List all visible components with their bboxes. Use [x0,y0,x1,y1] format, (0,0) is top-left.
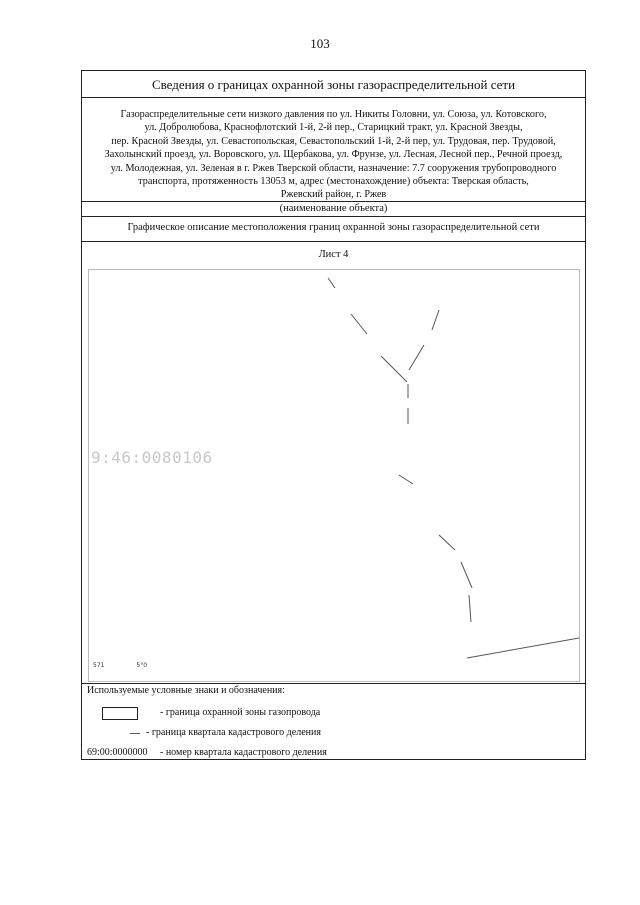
legend-item-text: - граница квартала кадастрового деления [146,727,321,738]
kvartal-number: 9:46:0080106 [91,448,213,467]
map-area [88,269,580,682]
scale-right: 5°0 [136,662,148,669]
description-line: Ржевский район, г. Ржев [280,189,387,201]
legend-heading: Используемые условные знаки и обозначения: [87,685,285,696]
page-number: 103 [310,36,330,51]
scale-left: 571 [93,662,105,669]
graphic-title: Графическое описание местоположения границ охранной зоны газораспределительной сети [127,222,540,233]
description-line: Захолынский проезд, ул. Воровского, ул. Щербакова, ул. Фрунзе, ул. Лесная, Лесной пер., Речной проезд, [104,149,563,161]
description-line: пер. Красной Звезды, ул. Севастопольская, Севастопольский 1-й, 2-й пер, ул. Трудовая, пер. Трудовой, [111,135,556,147]
description-line: транспорта, протяженность 13053 м, адрес (местонахождение) объекта: Тверская область, [138,176,529,188]
legend-code: 69:00:0000000 [87,747,148,758]
description-line: Газораспределительные сети низкого давления по ул. Никиты Головни, ул. Союза, ул. Котовского, [120,109,547,120]
object-label: (наименование объекта) [279,203,388,214]
divider [82,201,585,202]
description-line: ул. Добролюбова, Краснофлотский 1-й, 2-й пер., Старицкий тракт, ул. Красной Звезды, [144,122,523,134]
object-description [82,108,585,202]
legend-item-text: - граница охранной зоны газопровода [160,707,321,718]
description-line: ул. Молодежная, ул. Зеленая в г. Ржев Тверской области, назначение: 7.7 сооружения трубопроводного [110,162,557,174]
divider [82,241,585,242]
legend-dash-symbol [130,733,140,734]
divider [82,216,585,217]
scale-label [93,662,147,669]
legend-item-text: - номер квартала кадастрового деления [160,747,327,758]
legend-rectangle-symbol [102,707,138,720]
sheet-label: Лист 4 [318,249,349,260]
header-title: Сведения о границах охранной зоны газораспределительной сети [151,77,516,92]
divider [82,97,585,98]
divider [82,683,585,684]
map-lines [89,270,579,681]
document-frame [81,70,586,760]
